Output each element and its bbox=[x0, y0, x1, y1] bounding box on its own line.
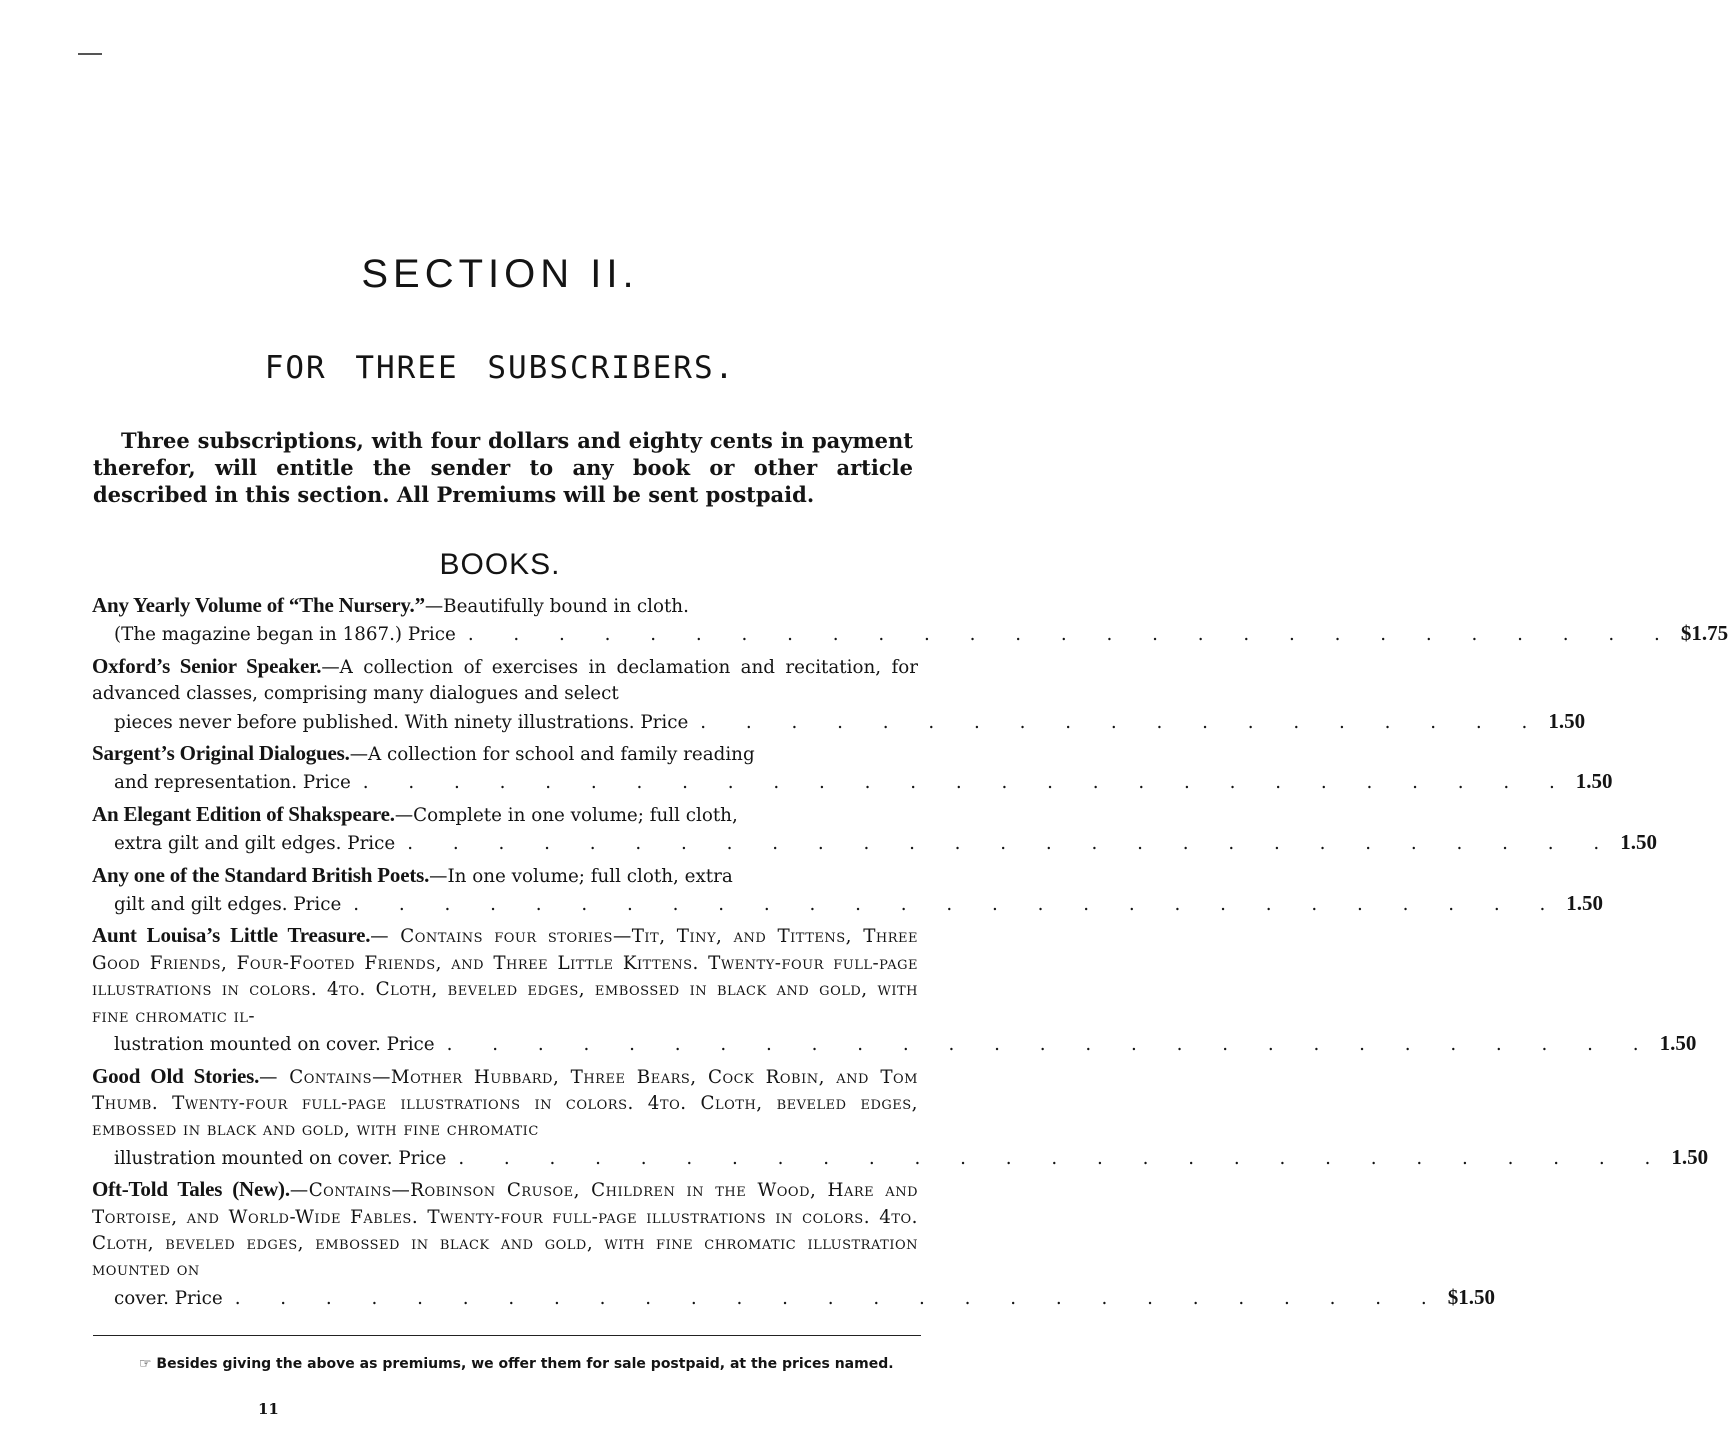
book-description: — Contains four stories—Tit, Tiny, and Tittens, Three Good Friends, Four-Footed Friends, and Three Little Kittens. Twenty-four full-page illustrations in colors. 4to. Cloth, beveled edges, embossed in black and gold, with fine chromatic il- bbox=[92, 926, 918, 1027]
book-description-end: cover. Price bbox=[114, 1287, 223, 1309]
books-heading: BOOKS. bbox=[439, 548, 561, 581]
book-title: Any one of the Standard British Poets. bbox=[92, 862, 430, 887]
book-entry: An Elegant Edition of Shakspeare.—Complete in one volume; full cloth, extra gilt and gilt edges. Price . . . . . . . . . . . . . . . . . . . . . . . . . . . 1.50 bbox=[92, 801, 918, 858]
book-description: —Beautifully bound in cloth. bbox=[424, 596, 689, 617]
book-description-end: (The magazine began in 1867.) Price bbox=[114, 624, 456, 646]
book-price: 1.50 bbox=[1620, 830, 1657, 855]
book-title: Sargent’s Original Dialogues. bbox=[92, 741, 350, 766]
book-entry: Oft-Told Tales (New).—Contains—Robinson Crusoe, Children in the Wood, Hare and Tortoise, and World-Wide Fables. Twenty-four full-page illustrations in colors. 4to. Cloth, beveled edges, embossed in black and gold, with fine chromatic illustration mounted on cover. Price . . . . . . . . . . . . . . . . . . . . . . . . . . . $1.50 bbox=[92, 1176, 918, 1312]
book-title: Any Yearly Volume of “The Nursery.” bbox=[92, 593, 425, 617]
book-description-end: and representation. Price bbox=[114, 772, 351, 794]
book-entry: Sargent’s Original Dialogues.—A collection for school and family reading and representation. Price . . . . . . . . . . . . . . . . . . . . . . . . . . . 1.50 bbox=[92, 740, 918, 797]
book-title: Aunt Louisa’s Little Treasure. bbox=[92, 923, 371, 948]
section-subtitle: FOR THREE SUBSCRIBERS. bbox=[264, 350, 736, 386]
book-entry: Any one of the Standard British Poets.—In one volume; full cloth, extra gilt and gilt edges. Price . . . . . . . . . . . . . . . . . . . . . . . . . . . 1.50 bbox=[92, 862, 918, 919]
book-price: 1.50 bbox=[1659, 1031, 1697, 1056]
book-description-end: lustration mounted on cover. Price bbox=[114, 1034, 435, 1056]
book-price: $1.50 bbox=[1447, 1284, 1495, 1309]
book-price: $1.75 bbox=[1680, 621, 1728, 646]
footnote: ☞ Besides giving the above as premiums, we offer them for sale postpaid, at the prices named. bbox=[139, 1356, 894, 1372]
book-price: 1.50 bbox=[1548, 708, 1586, 733]
stray-mark bbox=[78, 53, 102, 55]
book-description: —A collection for school and family reading bbox=[349, 744, 755, 766]
book-description-end: gilt and gilt edges. Price bbox=[114, 894, 342, 916]
book-title: Oxford’s Senior Speaker. bbox=[92, 653, 322, 678]
section-title: SECTION II. bbox=[361, 252, 639, 296]
intro-paragraph: Three subscriptions, with four dollars and eighty cents in payment therefor, will entitle the sender to any book or other article described in this section. All Premiums will be sent postpaid. bbox=[93, 428, 913, 507]
footnote-rule bbox=[93, 1335, 921, 1336]
book-description: —In one volume; full cloth, extra bbox=[429, 865, 733, 887]
book-description: — Contains—Mother Hubbard, Three Bears, Cock Robin, and Tom Thumb. Twenty-four full-page illustrations in colors. 4to. Cloth, beveled edges, embossed in black and gold, with fine chromatic bbox=[92, 1066, 918, 1141]
page-number: 11 bbox=[258, 1400, 279, 1418]
book-description-end: illustration mounted on cover. Price bbox=[114, 1147, 447, 1169]
book-title: Good Old Stories. bbox=[92, 1063, 260, 1088]
book-price: 1.50 bbox=[1566, 891, 1604, 916]
book-entry: Oxford’s Senior Speaker.—A collection of exercises in declamation and recitation, for advanced classes, comprising many dialogues and select pieces never before published. With ninety illustrations. Price . . . . . . . . . . . . . . . . . . . 1.50 bbox=[92, 653, 918, 736]
book-title: Oft-Told Tales (New). bbox=[92, 1177, 290, 1202]
book-description: —Contains—Robinson Crusoe, Children in the Wood, Hare and Tortoise, and World-Wide Fables. Twenty-four full-page illustrations in colors. 4to. Cloth, beveled edges, embossed in black and gold, with fine chromatic illustration mounted on bbox=[92, 1180, 918, 1281]
book-description: —A collection of exercises in declamation and recitation, for advanced classes, comprising many dialogues and select bbox=[92, 656, 918, 705]
book-description: —Complete in one volume; full cloth, bbox=[394, 804, 738, 826]
book-list bbox=[92, 592, 1728, 1316]
book-price: 1.50 bbox=[1671, 1144, 1709, 1169]
book-title: An Elegant Edition of Shakspeare. bbox=[92, 801, 395, 826]
book-description-end: pieces never before published. With ninety illustrations. Price bbox=[114, 711, 689, 733]
book-entry: Any Yearly Volume of “The Nursery.”—Beautifully bound in cloth. (The magazine began in 1867.) Price . . . . . . . . . . . . . . . . . . . . . . . . . . . $1.75 bbox=[92, 592, 918, 649]
book-entry: Aunt Louisa’s Little Treasure.— Contains four stories—Tit, Tiny, and Tittens, Three Good Friends, Four-Footed Friends, and Three Little Kittens. Twenty-four full-page illustrations in colors. 4to. Cloth, beveled edges, embossed in black and gold, with fine chromatic il- lustration mounted on cover. Price . . . . . . . . . . . . . . . . . . . . . . . . . . . 1.50 bbox=[92, 922, 918, 1058]
book-description-end: extra gilt and gilt edges. Price bbox=[114, 833, 396, 855]
book-entry: Good Old Stories.— Contains—Mother Hubbard, Three Bears, Cock Robin, and Tom Thumb. Twenty-four full-page illustrations in colors. 4to. Cloth, beveled edges, embossed in black and gold, with fine chromatic illustration mounted on cover. Price . . . . . . . . . . . . . . . . . . . . . . . . . . . 1.50 bbox=[92, 1063, 918, 1173]
book-price: 1.50 bbox=[1575, 769, 1613, 794]
